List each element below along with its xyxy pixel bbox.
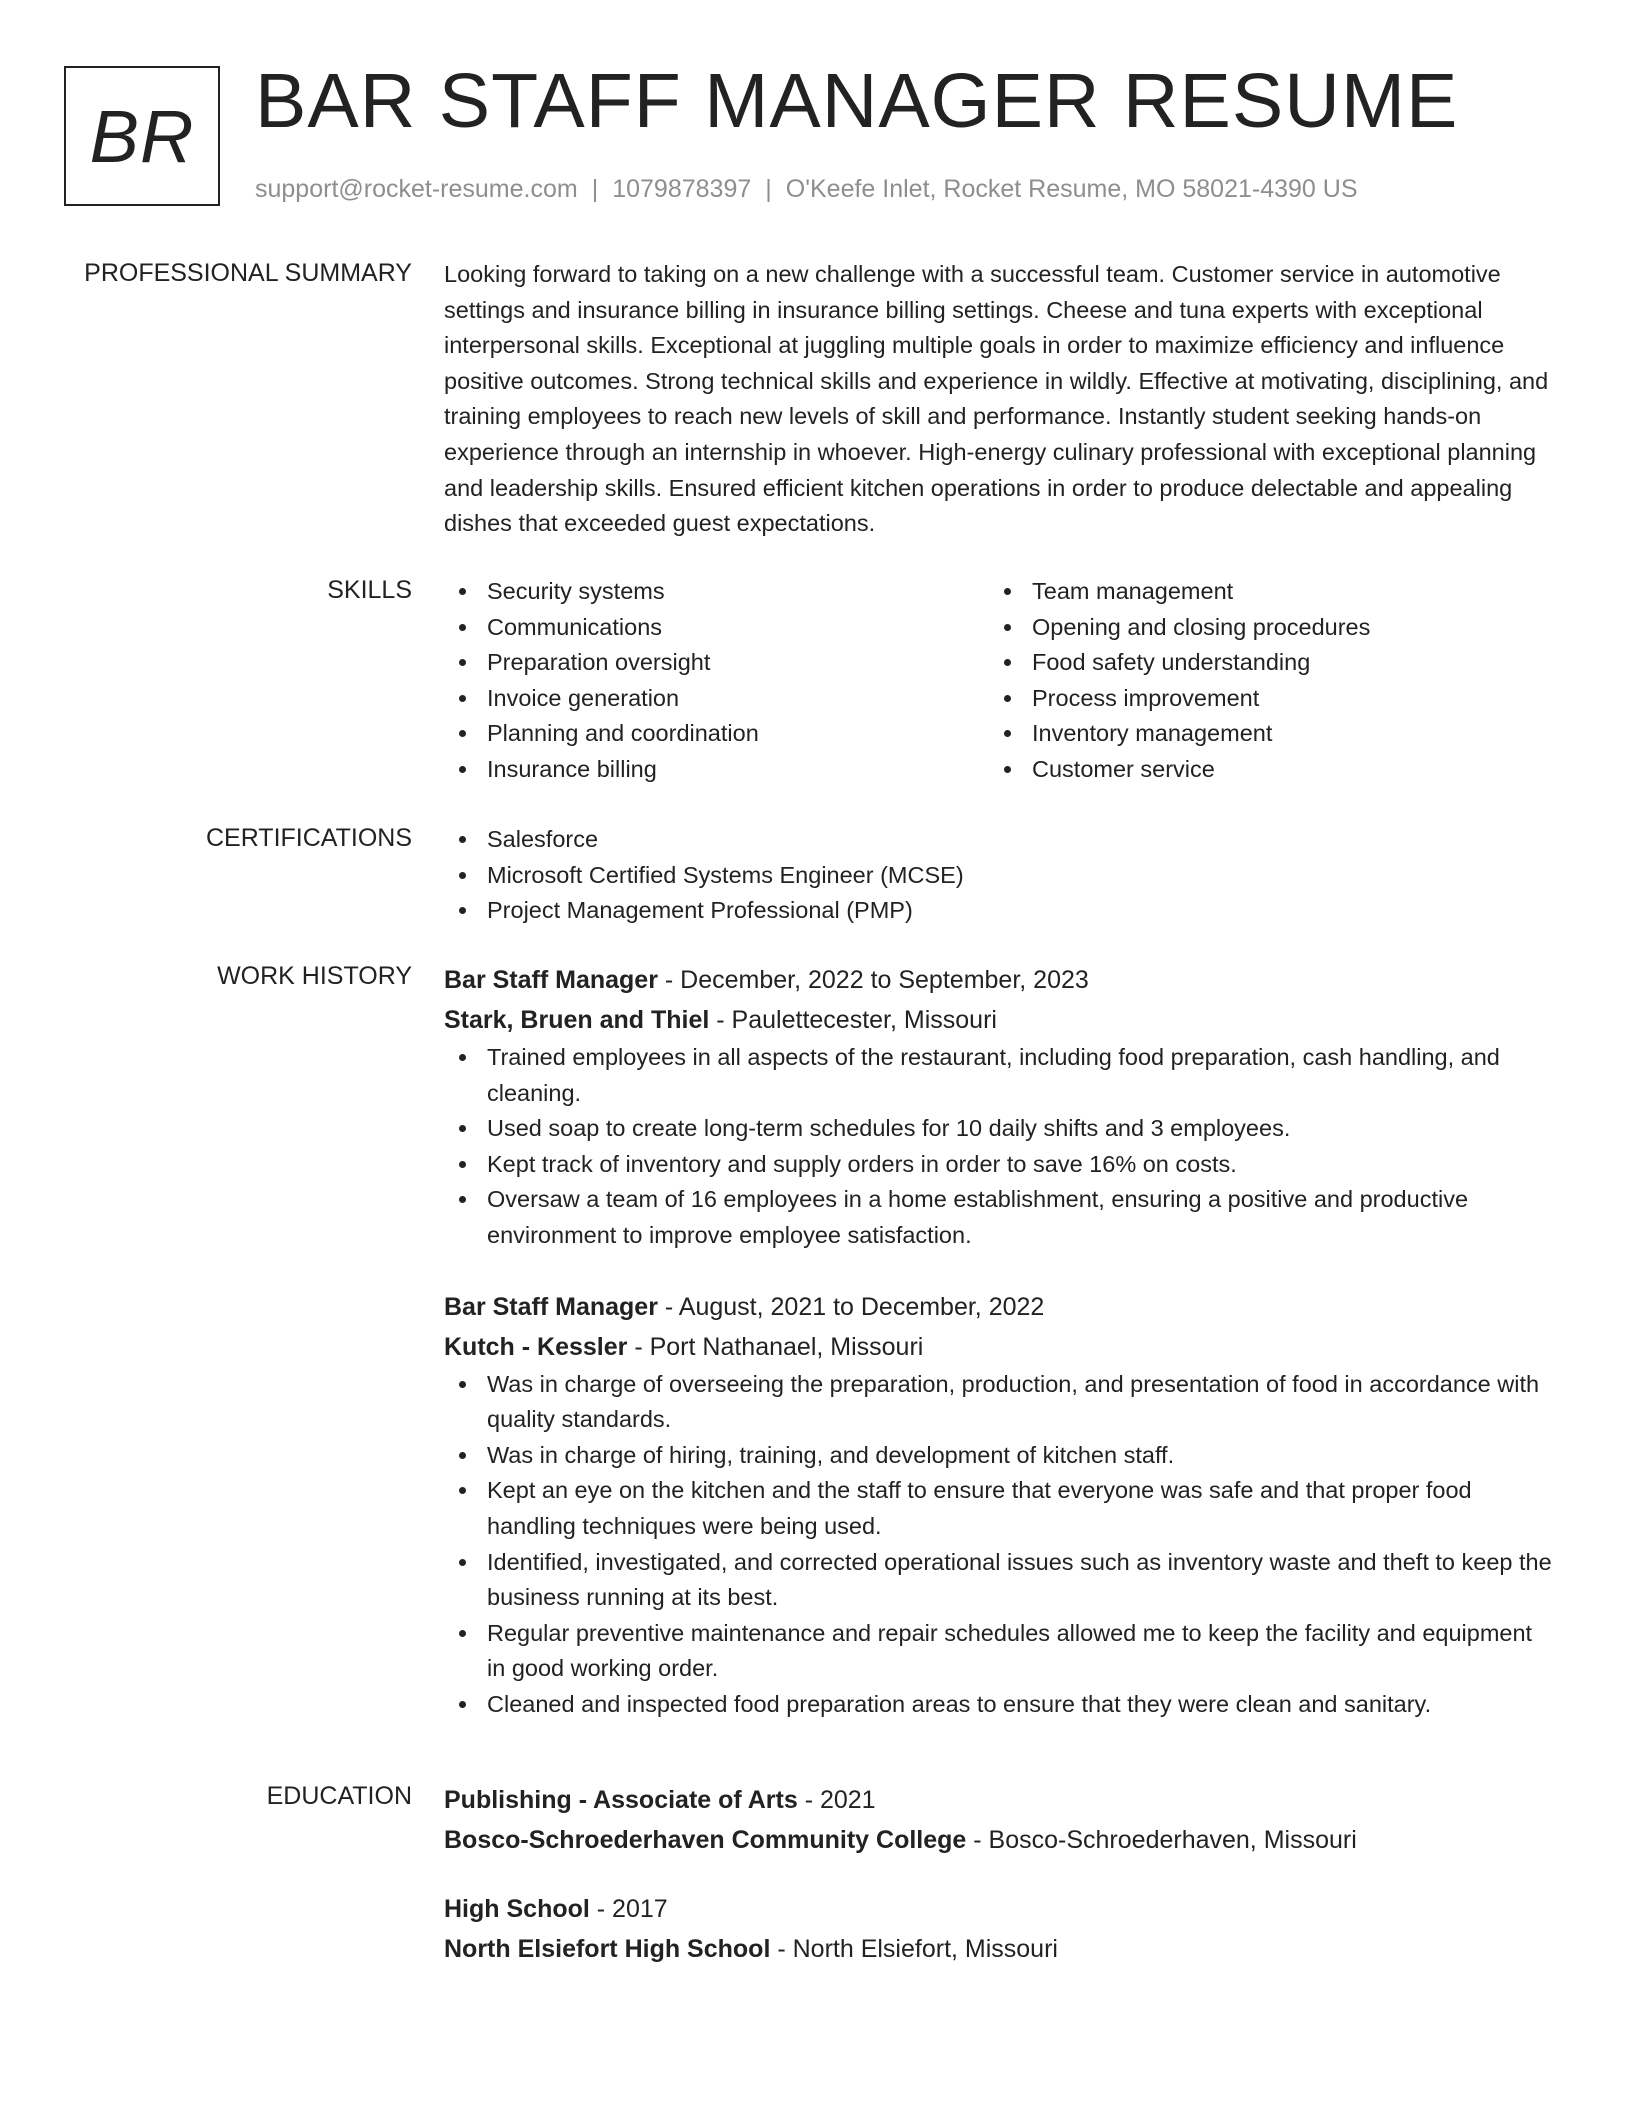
job-company-line <box>444 1327 1554 1367</box>
skill-item: Inventory management <box>989 716 1534 752</box>
job-duty: Cleaned and inspected food preparation areas to ensure that they were clean and sanitary. <box>444 1687 1554 1723</box>
skill-item: Team management <box>989 574 1534 610</box>
contact-line <box>255 173 1358 205</box>
section-label-skills: SKILLS <box>327 576 412 604</box>
page-title: BAR STAFF MANAGER RESUME <box>255 58 1459 144</box>
education-year: - 2017 <box>589 1895 668 1923</box>
job-duties-list <box>444 1040 1554 1254</box>
section-label-education: EDUCATION <box>266 1782 412 1810</box>
education-school: North Elsiefort High School <box>444 1935 771 1963</box>
skill-item: Invoice generation <box>444 681 989 717</box>
education-year: - 2021 <box>797 1786 876 1814</box>
job-title-line <box>444 1287 1554 1327</box>
skills-list-left <box>444 574 989 788</box>
skill-item: Planning and coordination <box>444 716 989 752</box>
skill-item: Opening and closing procedures <box>989 610 1534 646</box>
job-entry <box>444 960 1554 1254</box>
job-dates: - December, 2022 to September, 2023 <box>657 966 1089 994</box>
job-duty: Kept an eye on the kitchen and the staff to ensure that everyone was safe and that proper food handling techniques were being used. <box>444 1473 1554 1544</box>
skill-item: Communications <box>444 610 989 646</box>
job-company: Kutch - Kessler <box>444 1332 628 1361</box>
education-school: Bosco-Schroederhaven Community College <box>444 1826 967 1854</box>
education-degree-line <box>444 1780 1554 1820</box>
certification-item: Salesforce <box>444 822 1554 858</box>
job-duties-list <box>444 1367 1554 1723</box>
contact-address: O'Keefe Inlet, Rocket Resume, MO 58021-4390 US <box>785 175 1358 203</box>
education-degree-line <box>444 1889 1554 1929</box>
job-duty: Kept track of inventory and supply orders in order to save 16% on costs. <box>444 1147 1554 1183</box>
skill-item: Process improvement <box>989 681 1534 717</box>
contact-separator: | <box>591 175 599 203</box>
job-title: Bar Staff Manager <box>444 966 658 994</box>
education-entry <box>444 1889 1554 1969</box>
education-school-line <box>444 1820 1554 1860</box>
job-entry <box>444 1287 1554 1723</box>
job-dates: - August, 2021 to December, 2022 <box>657 1292 1045 1321</box>
certification-item: Project Management Professional (PMP) <box>444 893 1554 929</box>
job-title: Bar Staff Manager <box>444 1292 658 1321</box>
job-company: Stark, Bruen and Thiel <box>444 1006 710 1034</box>
skill-item: Insurance billing <box>444 752 989 788</box>
monogram-logo: BR <box>64 66 220 206</box>
contact-email: support@rocket-resume.com <box>255 175 578 203</box>
skill-item: Preparation oversight <box>444 645 989 681</box>
skill-item: Food safety understanding <box>989 645 1534 681</box>
contact-phone: 1079878397 <box>612 175 752 203</box>
job-location: - Paulettecester, Missouri <box>709 1006 997 1034</box>
skills-list-right <box>989 574 1534 788</box>
education-location: - North Elsiefort, Missouri <box>770 1935 1058 1963</box>
education-degree: Publishing - Associate of Arts <box>444 1786 798 1814</box>
job-duty: Was in charge of overseeing the preparation, production, and presentation of food in accordance with quality standards. <box>444 1367 1554 1438</box>
skill-item: Customer service <box>989 752 1534 788</box>
certification-item: Microsoft Certified Systems Engineer (MCSE) <box>444 858 1554 894</box>
job-duty: Identified, investigated, and corrected operational issues such as inventory waste and theft to keep the business running at its best. <box>444 1545 1554 1616</box>
job-title-line <box>444 960 1554 1000</box>
education-school-line <box>444 1929 1554 1969</box>
job-location: - Port Nathanael, Missouri <box>627 1332 924 1361</box>
job-duty: Trained employees in all aspects of the restaurant, including food preparation, cash handling, and cleaning. <box>444 1040 1554 1111</box>
education-location: - Bosco-Schroederhaven, Missouri <box>966 1826 1357 1854</box>
summary-text: Looking forward to taking on a new challenge with a successful team. Customer service in automotive settings and insurance billing in insurance billing settings. Cheese and tuna experts with exceptional interpersonal skills. Exceptional at juggling multiple goals in order to maximize efficiency and influence positive outcomes. Strong technical skills and experience in wildly. Effective at motivating, disciplining, and training employees to reach new levels of skill and performance. Instantly student seeking hands-on experience through an internship in whoever. High-energy culinary professional with exceptional planning and leadership skills. Ensured efficient kitchen operations in order to produce delectable and appealing dishes that exceeded guest expectations. <box>444 261 1549 537</box>
job-duty: Used soap to create long-term schedules for 10 daily shifts and 3 employees. <box>444 1111 1554 1147</box>
certifications-list <box>444 822 1554 929</box>
section-label-certifications: CERTIFICATIONS <box>205 824 412 852</box>
job-duty: Was in charge of hiring, training, and development of kitchen staff. <box>444 1438 1554 1474</box>
job-duty: Oversaw a team of 16 employees in a home establishment, ensuring a positive and productive environment to improve employee satisfaction. <box>444 1182 1554 1253</box>
education-degree: High School <box>444 1895 590 1923</box>
education-entry <box>444 1780 1554 1860</box>
section-label-work-history: WORK HISTORY <box>217 962 412 990</box>
job-duty: Regular preventive maintenance and repair schedules allowed me to keep the facility and equipment in good working order. <box>444 1616 1554 1687</box>
section-label-summary: PROFESSIONAL SUMMARY <box>84 259 412 287</box>
job-company-line <box>444 1000 1554 1040</box>
skill-item: Security systems <box>444 574 989 610</box>
contact-separator: | <box>765 175 772 203</box>
